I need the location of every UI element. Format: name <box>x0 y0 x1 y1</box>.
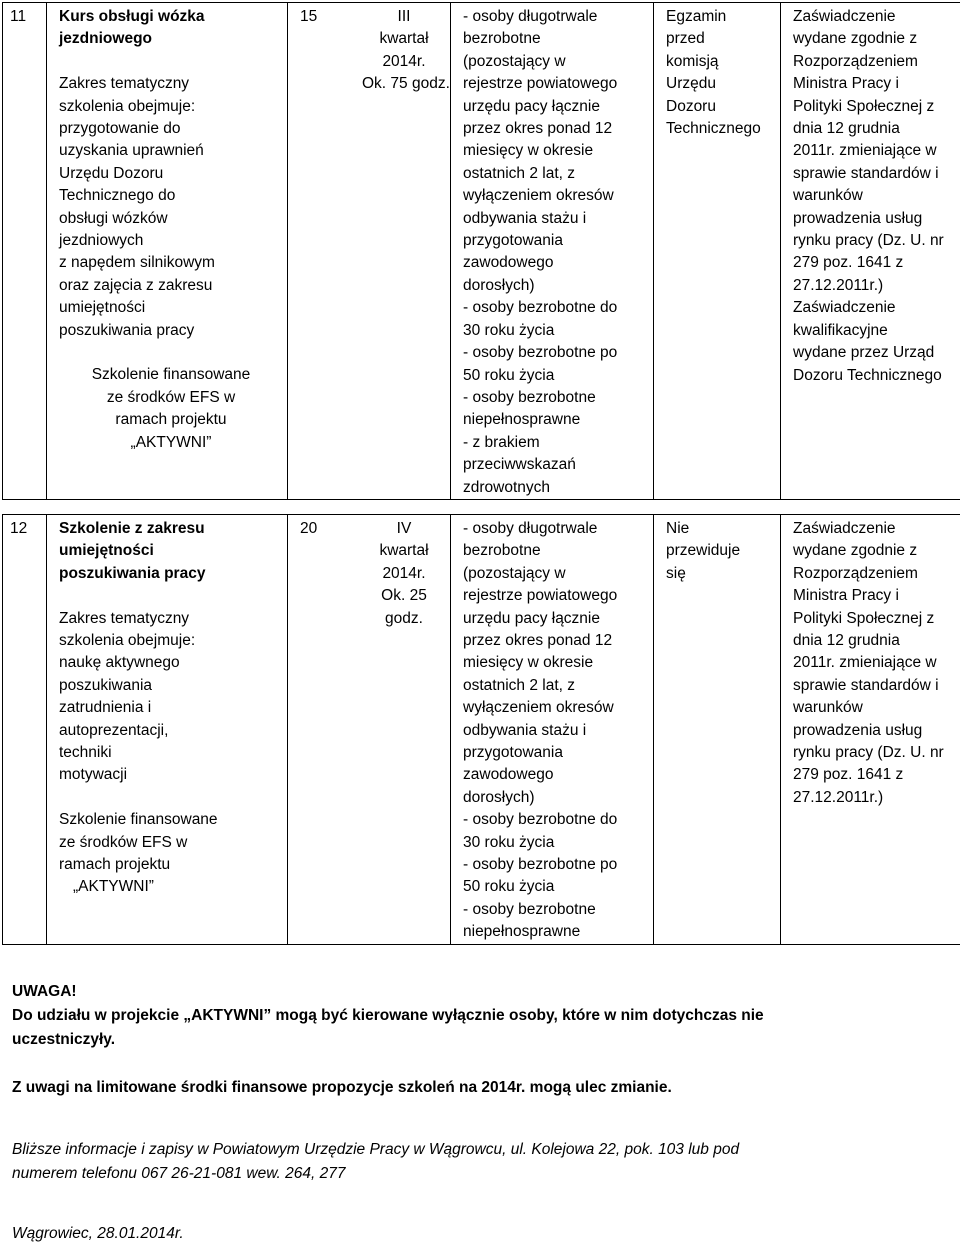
notes-section <box>12 980 942 1246</box>
target-group: - osoby długotrwale bezrobotne (pozostający w rejestrze powiatowego urzędu pacy łącznie przez okres ponad 12 miesięcy w okresie ostatnich 2 lat, z wyłączeniem okresów odbywania stażu i przygotowania zawodowego dorosłych) - osoby bezrobotne do 30 roku życia - osoby bezrobotne po 50 roku życia - osoby bezrobotne niepełnosprawne - z brakiem przeciwwskazań zdrowotnych <box>451 3 654 500</box>
course-scope: Zakres tematyczny szkolenia obejmuje: naukę aktywnego poszukiwania zatrudnienia i autoprezentacji, techniki motywacji <box>59 609 196 784</box>
notes-eligibility-line-1: Do udziału w projekcie „AKTYWNI” mogą być kierowane wyłącznie osoby, które w nim dotychczas nie <box>12 1007 764 1024</box>
exam-info: Nie przewiduje się <box>654 514 781 944</box>
course-description <box>47 514 288 944</box>
contact-info-line-2: numerem telefonu 067 26-21-081 wew. 264, 277 <box>12 1165 346 1182</box>
funding-note: Szkolenie finansowane ze środków EFS w ramach projektu „AKTYWNI” <box>59 811 218 896</box>
table-row <box>3 514 960 944</box>
target-group: - osoby długotrwale bezrobotne (pozostający w rejestrze powiatowego urzędu pacy łącznie przez okres ponad 12 miesięcy w okresie ostatnich 2 lat, z wyłączeniem okresów odbywania stażu i przygotowania zawodowego dorosłych) - osoby bezrobotne do 30 roku życia - osoby bezrobotne po 50 roku życia - osoby bezrobotne niepełnosprawne <box>451 514 654 944</box>
contact-info-line-1: Bliższe informacje i zapisy w Powiatowym Urzędzie Pracy w Wągrowcu, ul. Kolejowa 22, pok. 103 lub pod <box>12 1141 740 1158</box>
courses-table <box>2 2 960 945</box>
course-scope: Zakres tematyczny szkolenia obejmuje: przygotowanie do uzyskania uprawnień Urzędu Dozoru Technicznego do obsługi wózków jezdniowych z napędem silnikowym oraz zajęcia z zakresu umiejętności poszukiwania pracy <box>59 75 215 339</box>
course-title: Kurs obsługi wózka jezdniowego <box>59 8 205 48</box>
notes-funding-line: Z uwagi na limitowane środki finansowe propozycje szkoleń na 2014r. mogą ulec zmianie. <box>12 1079 672 1096</box>
course-term: III kwartał 2014r. Ok. 75 godz. <box>358 3 451 500</box>
certificate-info: Zaświadczenie wydane zgodnie z Rozporządzeniem Ministra Pracy i Polityki Społecznej z dnia 12 grudnia 2011r. zmieniające w sprawie standardów i warunków prowadzenia usług rynku pracy (Dz. U. nr 279 poz. 1641 z 27.12.2011r.) Zaświadczenie kwalifikacyjne wydane przez Urząd Dozoru Technicznego <box>781 3 960 500</box>
course-term: IV kwartał 2014r. Ok. 25 godz. <box>358 514 451 944</box>
row-number: 12 <box>3 514 47 944</box>
notes-eligibility-line-2: uczestniczyły. <box>12 1031 116 1048</box>
funding-note: Szkolenie finansowane ze środków EFS w ramach projektu „AKTYWNI” <box>91 366 251 451</box>
place-and-date: Wągrowiec, 28.01.2014r. <box>12 1225 184 1242</box>
course-description <box>47 3 288 500</box>
row-number: 11 <box>3 3 47 500</box>
participant-count: 20 <box>288 514 359 944</box>
notes-title: UWAGA! <box>12 983 77 1000</box>
row-separator <box>3 499 960 514</box>
course-title: Szkolenie z zakresu umiejętności poszukiwania pracy <box>59 519 206 582</box>
participant-count: 15 <box>288 3 359 500</box>
certificate-info: Zaświadczenie wydane zgodnie z Rozporządzeniem Ministra Pracy i Polityki Społecznej z dnia 12 grudnia 2011r. zmieniające w sprawie standardów i warunków prowadzenia usług rynku pracy (Dz. U. nr 279 poz. 1641 z 27.12.2011r.) <box>781 514 960 944</box>
exam-info: Egzamin przed komisją Urzędu Dozoru Technicznego <box>654 3 781 500</box>
table-row <box>3 3 960 500</box>
